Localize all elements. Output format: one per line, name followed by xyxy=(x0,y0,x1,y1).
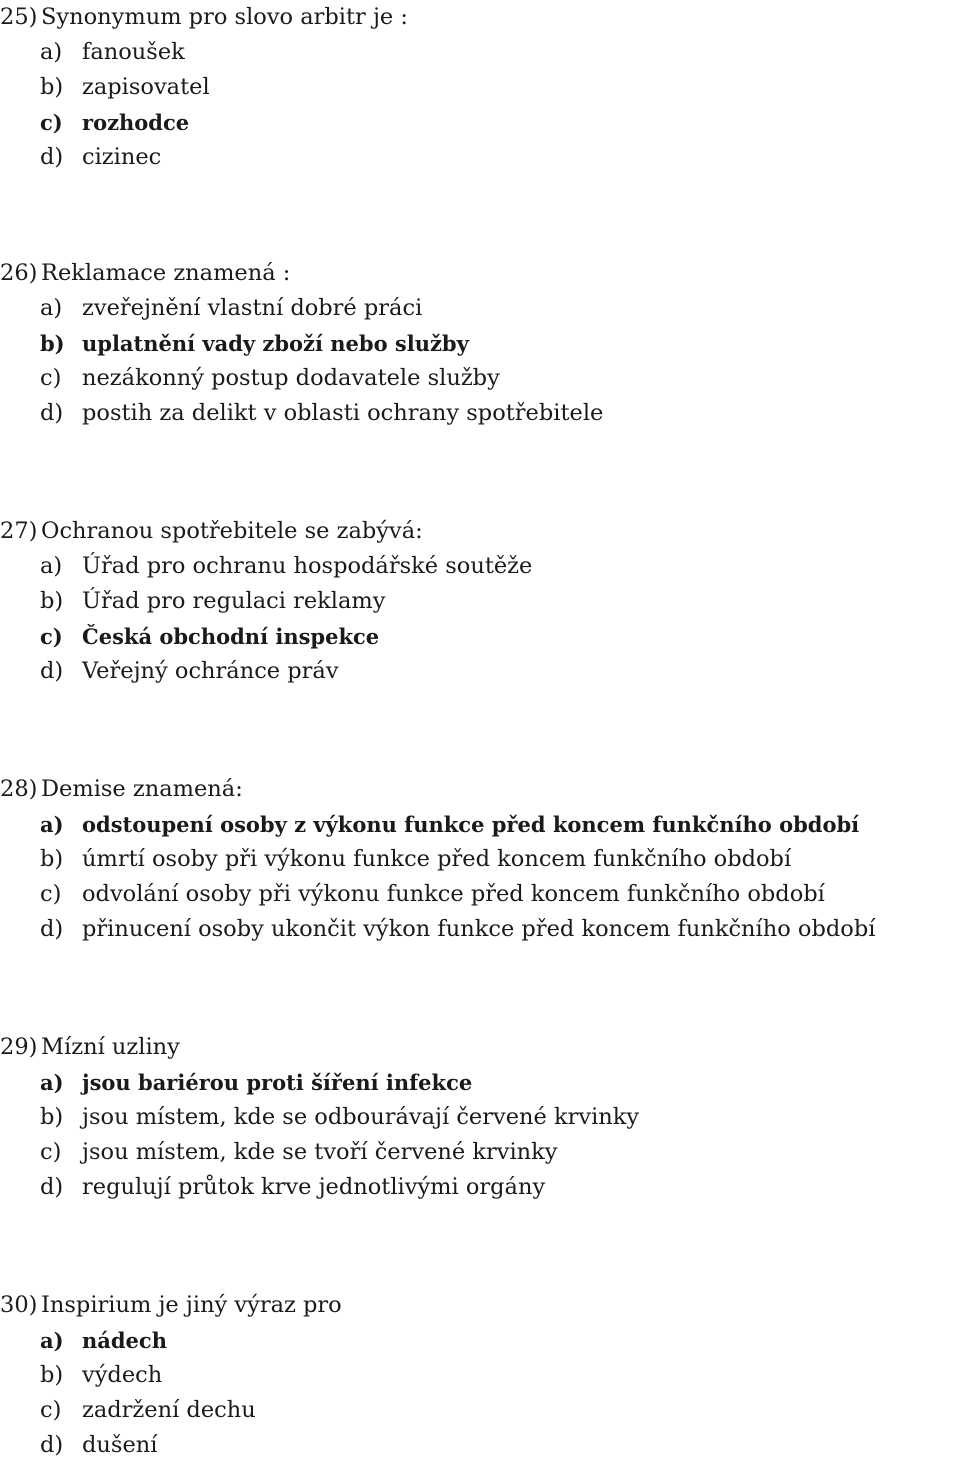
option-letter: d) xyxy=(40,400,64,426)
option-letter: a) xyxy=(40,1328,64,1353)
option-text: Veřejný ochránce práv xyxy=(82,658,339,684)
option-text: zveřejnění vlastní dobré práci xyxy=(82,295,423,321)
option-text: zadržení dechu xyxy=(82,1397,256,1423)
option-letter: d) xyxy=(40,144,64,170)
question-number: 28) xyxy=(0,776,38,802)
option-text: nádech xyxy=(82,1328,167,1353)
option-letter: b) xyxy=(40,331,65,356)
question-number: 26) xyxy=(0,260,38,286)
option-text: Úřad pro ochranu hospodářské soutěže xyxy=(82,553,533,579)
option-letter: a) xyxy=(40,295,63,321)
option-letter: c) xyxy=(40,624,63,649)
option-text: postih za delikt v oblasti ochrany spotřebitele xyxy=(82,400,604,426)
question-number: 25) xyxy=(0,4,38,30)
option-text: nezákonný postup dodavatele služby xyxy=(82,365,500,391)
question-number: 30) xyxy=(0,1292,38,1318)
option-text: jsou bariérou proti šíření infekce xyxy=(82,1070,473,1095)
option-text: odstoupení osoby z výkonu funkce před koncem funkčního období xyxy=(82,812,860,837)
option-letter: d) xyxy=(40,916,64,942)
option-letter: b) xyxy=(40,1104,64,1130)
option-text: úmrtí osoby při výkonu funkce před koncem funkčního období xyxy=(82,846,792,872)
option-letter: a) xyxy=(40,1070,64,1095)
option-text: jsou místem, kde se odbourávají červené krvinky xyxy=(82,1104,640,1130)
option-letter: b) xyxy=(40,74,64,100)
option-letter: b) xyxy=(40,846,64,872)
option-letter: c) xyxy=(40,365,62,391)
option-letter: d) xyxy=(40,658,64,684)
option-letter: b) xyxy=(40,1362,64,1388)
option-text: odvolání osoby při výkonu funkce před koncem funkčního období xyxy=(82,881,825,907)
question-text: Reklamace znamená : xyxy=(41,260,291,286)
option-text: výdech xyxy=(82,1362,163,1388)
option-text: cizinec xyxy=(82,144,162,170)
option-text: regulují průtok krve jednotlivými orgány xyxy=(82,1174,546,1200)
option-text: Česká obchodní inspekce xyxy=(82,624,380,649)
option-letter: c) xyxy=(40,1139,62,1165)
option-letter: d) xyxy=(40,1432,64,1458)
option-letter: d) xyxy=(40,1174,64,1200)
option-letter: a) xyxy=(40,553,63,579)
question-text: Demise znamená: xyxy=(41,776,243,802)
option-letter: a) xyxy=(40,39,63,65)
question-text: Inspirium je jiný výraz pro xyxy=(41,1292,342,1318)
option-letter: c) xyxy=(40,881,62,907)
option-letter: c) xyxy=(40,110,63,135)
option-letter: b) xyxy=(40,588,64,614)
question-number: 29) xyxy=(0,1034,38,1060)
question-text: Ochranou spotřebitele se zabývá: xyxy=(41,518,423,544)
option-text: dušení xyxy=(82,1432,158,1458)
option-letter: a) xyxy=(40,812,64,837)
option-text: jsou místem, kde se tvoří červené krvinky xyxy=(82,1139,558,1165)
option-text: fanoušek xyxy=(82,39,185,65)
question-text: Mízní uzliny xyxy=(41,1034,180,1060)
option-text: zapisovatel xyxy=(82,74,210,100)
question-text: Synonymum pro slovo arbitr je : xyxy=(41,4,408,30)
question-number: 27) xyxy=(0,518,38,544)
option-text: uplatnění vady zboží nebo služby xyxy=(82,331,469,356)
option-text: rozhodce xyxy=(82,110,190,135)
option-letter: c) xyxy=(40,1397,62,1423)
option-text: přinucení osoby ukončit výkon funkce před koncem funkčního období xyxy=(82,916,876,942)
option-text: Úřad pro regulaci reklamy xyxy=(82,588,386,614)
